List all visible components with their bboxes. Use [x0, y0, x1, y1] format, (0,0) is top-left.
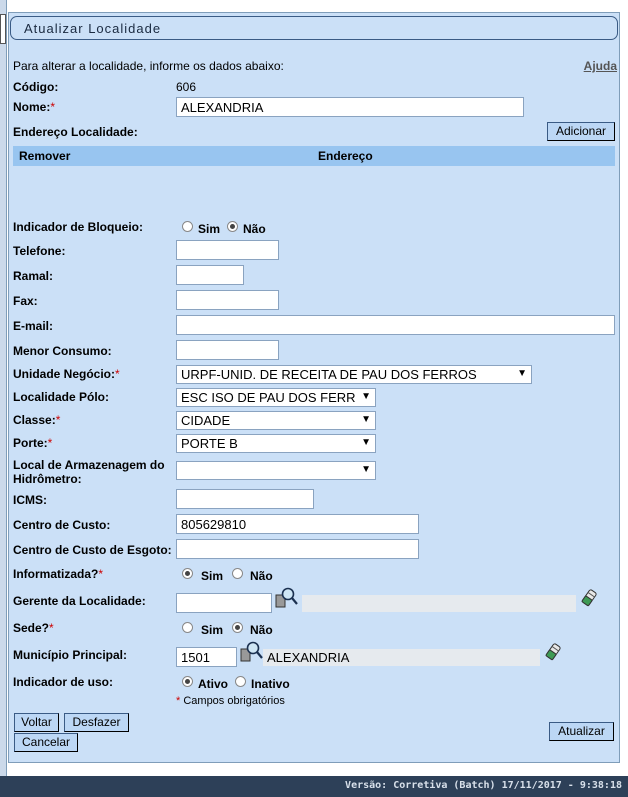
gerente-label: Gerente da Localidade: [13, 594, 146, 608]
gerente-name-field [302, 595, 576, 612]
armazenagem-label-line1: Local de Armazenagem do [13, 458, 165, 472]
classe-select[interactable]: CIDADE ▼ [176, 411, 376, 430]
bloqueio-sim-radio[interactable] [182, 221, 193, 232]
col-remover: Remover [19, 149, 71, 163]
porte-label: Porte:* [13, 436, 53, 450]
intro-text: Para alterar a localidade, informe os dados abaixo: [13, 59, 284, 73]
chevron-down-icon: ▼ [361, 437, 371, 448]
informatizada-nao-radio[interactable] [232, 568, 243, 579]
indicador-uso-label: Indicador de uso: [13, 675, 114, 689]
uso-inativo-label: Inativo [251, 677, 290, 691]
title-bar [10, 16, 618, 40]
sede-sim-radio[interactable] [182, 622, 193, 633]
sede-nao-label: Não [250, 623, 273, 637]
voltar-button[interactable]: Voltar [14, 713, 59, 732]
uso-inativo-radio[interactable] [235, 676, 246, 687]
sede-sim-label: Sim [201, 623, 224, 637]
version-footer [0, 776, 628, 797]
icms-input[interactable] [176, 489, 314, 509]
informatizada-sim-radio[interactable] [182, 568, 193, 579]
telefone-label: Telefone: [13, 244, 66, 258]
desfazer-button[interactable]: Desfazer [64, 713, 129, 732]
municipio-code-input[interactable]: 1501 [176, 647, 237, 667]
help-link[interactable]: Ajuda [583, 59, 617, 73]
atualizar-button[interactable]: Atualizar [549, 722, 614, 741]
scrollbar-handle[interactable] [0, 14, 6, 44]
menor-consumo-input[interactable] [176, 340, 279, 360]
cancelar-button[interactable]: Cancelar [14, 733, 78, 752]
informatizada-label: Informatizada?* [13, 567, 104, 581]
centro-custo-esgoto-label: Centro de Custo de Esgoto: [13, 543, 172, 557]
search-icon[interactable] [240, 641, 264, 663]
chevron-down-icon: ▼ [361, 391, 371, 402]
codigo-value: 606 [176, 80, 197, 94]
uso-ativo-label: Ativo [198, 677, 228, 691]
adicionar-button[interactable]: Adicionar [547, 122, 615, 141]
sede-nao-radio[interactable] [232, 622, 243, 633]
fax-label: Fax: [13, 294, 38, 308]
email-label: E-mail: [13, 319, 54, 333]
email-input[interactable] [176, 315, 615, 335]
centro-custo-input[interactable]: 805629810 [176, 514, 419, 534]
chevron-down-icon: ▼ [361, 414, 371, 425]
centro-custo-label: Centro de Custo: [13, 518, 111, 532]
porte-select[interactable]: PORTE B ▼ [176, 434, 376, 453]
nome-label: Nome:* [13, 100, 56, 114]
col-endereco: Endereço [318, 149, 373, 163]
unidade-negocio-label: Unidade Negócio:* [13, 367, 120, 381]
eraser-icon[interactable] [580, 588, 598, 608]
classe-label: Classe:* [13, 413, 61, 427]
chevron-down-icon: ▼ [361, 464, 371, 475]
localidade-polo-label: Localidade Pólo: [13, 390, 110, 404]
centro-custo-esgoto-input[interactable] [176, 539, 419, 559]
search-icon[interactable] [275, 587, 299, 609]
armazenagem-label-line2: Hidrômetro: [13, 472, 82, 486]
ramal-input[interactable] [176, 265, 244, 285]
endereco-table-header [13, 146, 615, 166]
endereco-label: Endereço Localidade: [13, 125, 138, 139]
municipio-name-field: ALEXANDRIA [263, 649, 540, 666]
left-scrollbar[interactable] [0, 0, 7, 776]
informatizada-sim-label: Sim [201, 569, 224, 583]
bloqueio-sim-label: Sim [198, 222, 221, 236]
municipio-label: Município Principal: [13, 648, 128, 662]
telefone-input[interactable] [176, 240, 279, 260]
codigo-label: Código: [13, 80, 59, 94]
bloqueio-nao-label: Não [243, 222, 266, 236]
uso-ativo-radio[interactable] [182, 676, 193, 687]
page-title: Atualizar Localidade [24, 21, 162, 36]
armazenagem-select[interactable] [176, 461, 376, 480]
informatizada-nao-label: Não [250, 569, 273, 583]
version-text: Versão: Corretiva (Batch) 17/11/2017 - 9:38:18 [345, 780, 622, 791]
localidade-polo-select[interactable]: ESC ISO DE PAU DOS FERR ▼ [176, 388, 376, 407]
nome-input[interactable]: ALEXANDRIA [176, 97, 524, 117]
eraser-icon[interactable] [544, 642, 562, 662]
gerente-code-input[interactable] [176, 593, 272, 613]
unidade-negocio-select[interactable]: URPF-UNID. DE RECEITA DE PAU DOS FERROS ▼ [176, 365, 532, 384]
menor-consumo-label: Menor Consumo: [13, 344, 112, 358]
chevron-down-icon: ▼ [517, 368, 527, 379]
icms-label: ICMS: [13, 493, 47, 507]
sede-label: Sede?* [13, 621, 54, 635]
ramal-label: Ramal: [13, 269, 54, 283]
required-note: * Campos obrigatórios [176, 695, 285, 707]
bloqueio-nao-radio[interactable] [227, 221, 238, 232]
fax-input[interactable] [176, 290, 279, 310]
bloqueio-label: Indicador de Bloqueio: [13, 220, 144, 234]
